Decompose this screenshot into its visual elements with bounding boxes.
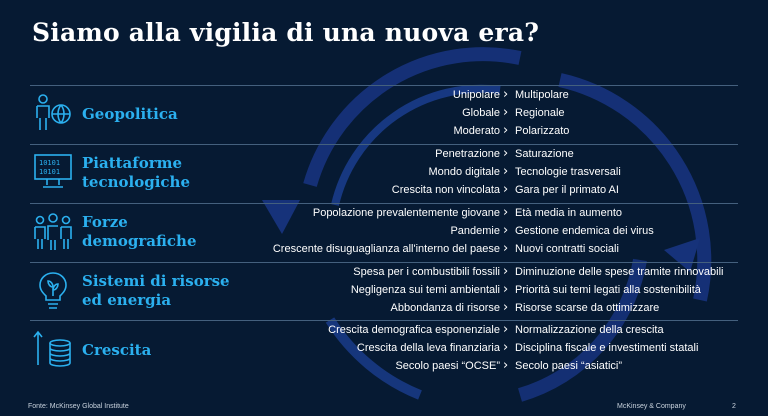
chevron-right-icon: › <box>503 164 509 179</box>
category-row <box>30 262 738 321</box>
shift-to: Gestione endemica dei virus <box>515 225 654 237</box>
chevron-right-icon: › <box>503 182 509 197</box>
shift-to: Gara per il primato AI <box>515 184 619 196</box>
shift-line <box>30 105 738 123</box>
shift-to: Regionale <box>515 107 565 119</box>
category-label-line: Crescita <box>82 341 152 359</box>
shift-line <box>30 340 738 358</box>
category-row <box>30 203 738 263</box>
category-label-line: Sistemi di risorse <box>82 272 230 290</box>
category-label-line: demografiche <box>82 232 197 250</box>
chevron-right-icon: › <box>503 241 509 256</box>
shift-line <box>30 241 738 259</box>
chevron-right-icon: › <box>503 340 509 355</box>
shift-from: Moderato <box>453 125 500 137</box>
shift-line <box>30 223 738 241</box>
shift-line <box>30 87 738 105</box>
shift-from: Unipolare <box>452 89 500 101</box>
shift-to: Polarizzato <box>515 125 570 137</box>
shift-to: Saturazione <box>515 148 574 160</box>
page-title: Siamo alla vigilia di una nuova era? <box>32 18 540 47</box>
shift-to: Risorse scarse da ottimizzare <box>515 302 660 314</box>
category-label-line: ed energia <box>82 291 172 309</box>
chevron-right-icon: › <box>503 300 509 315</box>
category-row <box>30 320 738 379</box>
shift-from: Crescita della leva finanziaria <box>356 342 500 354</box>
category-label-line: Geopolitica <box>82 105 178 123</box>
source-note: Fonte: McKinsey Global Institute <box>28 403 129 410</box>
chevron-right-icon: › <box>503 123 509 138</box>
shift-to: Diminuzione delle spese tramite rinnovabili <box>515 266 724 278</box>
category-row <box>30 85 738 145</box>
shift-line <box>30 123 738 141</box>
page-number: 2 <box>732 403 736 410</box>
shift-to: Priorità sui temi legati alla sostenibilità <box>515 284 701 296</box>
chevron-right-icon: › <box>503 87 509 102</box>
chevron-right-icon: › <box>503 282 509 297</box>
shift-line <box>30 300 738 318</box>
shift-to: Secolo paesi “asiatici” <box>515 360 622 372</box>
shift-from: Secolo paesi “OCSE” <box>395 360 500 372</box>
shift-from: Pandemie <box>450 225 500 237</box>
shift-to: Tecnologie trasversali <box>515 166 621 178</box>
shift-to: Nuovi contratti sociali <box>515 243 619 255</box>
category-label-line: tecnologiche <box>82 173 190 191</box>
shift-from: Negligenza sui temi ambientali <box>350 284 500 296</box>
chevron-right-icon: › <box>503 358 509 373</box>
shift-line <box>30 164 738 182</box>
shift-to: Multipolare <box>515 89 569 101</box>
shift-line <box>30 264 738 282</box>
svg-text:10101: 10101 <box>39 159 61 167</box>
shift-line <box>30 282 738 300</box>
shift-from: Mondo digitale <box>428 166 500 178</box>
shift-from: Globale <box>462 107 500 119</box>
chevron-right-icon: › <box>503 322 509 337</box>
chevron-right-icon: › <box>503 264 509 279</box>
shift-line <box>30 182 738 200</box>
category-label-line: Forze <box>82 213 128 231</box>
shift-from: Crescita demografica esponenziale <box>328 324 500 336</box>
svg-text:10101: 10101 <box>39 168 61 176</box>
shift-from: Spesa per i combustibili fossili <box>353 266 500 278</box>
chevron-right-icon: › <box>503 205 509 220</box>
chevron-right-icon: › <box>503 105 509 120</box>
shift-from: Popolazione prevalentemente giovane <box>312 207 500 219</box>
shift-from: Penetrazione <box>435 148 500 160</box>
shift-from: Crescente disuguaglianza all'interno del paese <box>272 243 500 255</box>
chevron-right-icon: › <box>503 223 509 238</box>
shift-from: Abbondanza di risorse <box>390 302 500 314</box>
shift-line <box>30 205 738 223</box>
shift-to: Disciplina fiscale e investimenti statali <box>515 342 699 354</box>
shift-line <box>30 146 738 164</box>
chevron-right-icon: › <box>503 146 509 161</box>
brand-name: McKinsey & Company <box>617 403 686 410</box>
shift-to: Normalizzazione della crescita <box>515 324 664 336</box>
category-row <box>30 144 738 204</box>
category-label-line: Piattaforme <box>82 154 183 172</box>
shift-from: Crescita non vincolata <box>391 184 500 196</box>
shift-line <box>30 322 738 340</box>
shift-to: Età media in aumento <box>515 207 623 219</box>
shift-line <box>30 358 738 376</box>
